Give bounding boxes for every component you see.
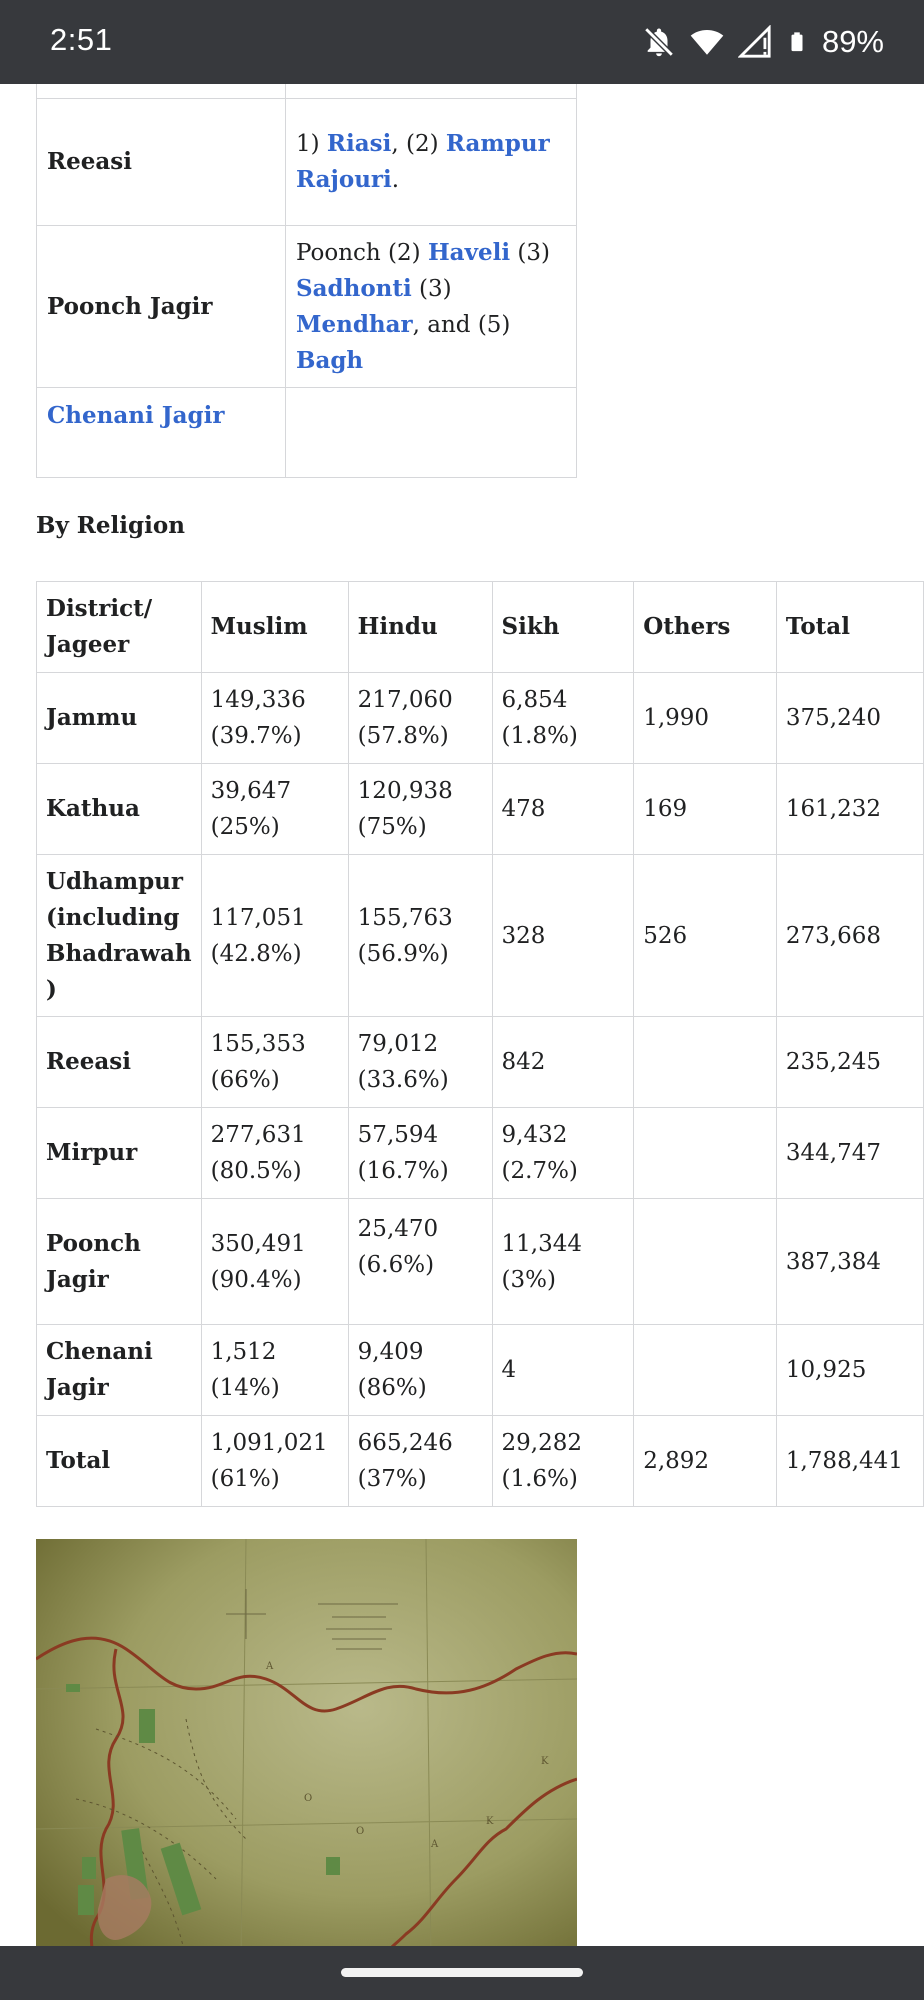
link-mendhar[interactable]: Mendhar [296, 310, 413, 338]
row-header: Total [37, 1416, 202, 1507]
table-cell: 155,353 (66%) [201, 1017, 348, 1108]
table-row [37, 99, 577, 226]
row-header: Jammu [37, 673, 202, 764]
table-cell: 277,631 (80.5%) [201, 1108, 348, 1199]
table-row [37, 1325, 924, 1416]
link-rampur-rajouri[interactable]: Rampur Rajouri [296, 130, 550, 193]
svg-text:O: O [356, 1826, 365, 1837]
link-sadhonti[interactable]: Sadhonti [296, 274, 412, 302]
table-cell: 665,246 (37%) [348, 1416, 492, 1507]
link-haveli[interactable]: Haveli [427, 238, 511, 266]
table-cell: 1,990 [634, 673, 777, 764]
table-cell [634, 1199, 777, 1325]
table-cell: 57,594 (16.7%) [348, 1108, 492, 1199]
table-row-total [37, 1416, 924, 1507]
column-header-others: Others [634, 582, 777, 673]
table-cell: 169 [634, 764, 777, 855]
table-cell [634, 1108, 777, 1199]
section-heading-by-religion: By Religion [36, 512, 185, 539]
row-cell-reeasi: 1) Riasi, (2) Rampur Rajouri. [286, 99, 577, 226]
battery-icon [786, 25, 808, 59]
table-cell: 478 [492, 764, 634, 855]
svg-text:A: A [266, 1661, 274, 1672]
row-header: Udhampur (including Bhadrawah ) [37, 855, 202, 1017]
table-cell: 842 [492, 1017, 634, 1108]
table-cell: 273,668 [776, 855, 923, 1017]
table-row [37, 1108, 924, 1199]
link-riasi[interactable]: Riasi [326, 130, 392, 157]
status-bar [0, 0, 924, 84]
column-header-muslim: Muslim [201, 582, 348, 673]
table-cell: 120,938 (75%) [348, 764, 492, 855]
table-cell: 4 [492, 1325, 634, 1416]
table-cell: 328 [492, 855, 634, 1017]
table-cell: 10,925 [776, 1325, 923, 1416]
home-gesture-handle[interactable] [341, 1968, 583, 1977]
table-row [37, 226, 577, 388]
row-header: Reeasi [37, 1017, 202, 1108]
table-cell: 344,747 [776, 1108, 923, 1199]
map-drawing [36, 1539, 577, 1946]
table-cell: 117,051 (42.8%) [201, 855, 348, 1017]
bell-off-icon [642, 25, 676, 59]
article-content [0, 84, 924, 1946]
table-cell: 387,384 [776, 1199, 923, 1325]
svg-text:K: K [541, 1756, 549, 1767]
table-row [37, 764, 924, 855]
table-cell: 350,491 (90.4%) [201, 1199, 348, 1325]
table-cell: 39,647 (25%) [201, 764, 348, 855]
table-cell: 1,512 (14%) [201, 1325, 348, 1416]
table-cell [634, 1017, 777, 1108]
historical-map-image[interactable] [36, 1539, 577, 1946]
navigation-bar [0, 1946, 924, 2000]
table-row [37, 855, 924, 1017]
table-cell: 149,336 (39.7%) [201, 673, 348, 764]
table-cell: 11,344 (3%) [492, 1199, 634, 1325]
table-cell: 9,409 (86%) [348, 1325, 492, 1416]
table-row [37, 388, 577, 478]
table-cell: 6,854 (1.8%) [492, 673, 634, 764]
row-header: Chenani Jagir [37, 1325, 202, 1416]
table-cell: 25,470 (6.6%) [348, 1199, 492, 1325]
table-cell: 9,432 (2.7%) [492, 1108, 634, 1199]
row-cell-chenani-jagir [286, 388, 577, 478]
column-header-total: Total [776, 582, 923, 673]
table-row [37, 1199, 924, 1325]
wifi-icon [690, 25, 724, 59]
table-cell: 526 [634, 855, 777, 1017]
table-cell: 1,788,441 [776, 1416, 923, 1507]
link-bagh[interactable]: Bagh [296, 346, 364, 374]
row-header: Poonch Jagir [37, 1199, 202, 1325]
column-header-district: District/ Jageer [37, 582, 202, 673]
table-cell: 375,240 [776, 673, 923, 764]
svg-text:O: O [304, 1793, 313, 1804]
table-cell: 1,091,021 (61%) [201, 1416, 348, 1507]
table-header-row [37, 582, 924, 673]
table-row [37, 673, 924, 764]
table-row-partial [37, 84, 577, 99]
table-row [37, 1017, 924, 1108]
subdivision-table [36, 84, 577, 478]
table-cell: 161,232 [776, 764, 923, 855]
religion-table [36, 581, 924, 1507]
table-cell [634, 1325, 777, 1416]
link-chenani-jagir[interactable]: Chenani Jagir [47, 402, 225, 429]
status-time: 2:51 [50, 22, 113, 57]
row-header-poonch-jagir: Poonch Jagir [37, 226, 286, 388]
signal-icon [738, 25, 772, 59]
row-header: Mirpur [37, 1108, 202, 1199]
column-header-sikh: Sikh [492, 582, 634, 673]
table-cell: 155,763 (56.9%) [348, 855, 492, 1017]
row-header: Kathua [37, 764, 202, 855]
row-header-chenani-jagir [37, 388, 286, 478]
column-header-hindu: Hindu [348, 582, 492, 673]
battery-percent: 89% [821, 24, 884, 59]
status-icons [642, 20, 884, 64]
table-cell: 217,060 (57.8%) [348, 673, 492, 764]
table-cell: 79,012 (33.6%) [348, 1017, 492, 1108]
svg-text:A: A [431, 1839, 439, 1850]
row-cell-poonch-jagir: Poonch (2) Haveli (3) Sadhonti (3) Mendhar, and (5) Bagh [286, 226, 577, 388]
table-cell: 29,282 (1.6%) [492, 1416, 634, 1507]
svg-text:K: K [486, 1816, 494, 1827]
row-header-reeasi: Reeasi [37, 99, 286, 226]
table-cell: 2,892 [634, 1416, 777, 1507]
table-cell: 235,245 [776, 1017, 923, 1108]
